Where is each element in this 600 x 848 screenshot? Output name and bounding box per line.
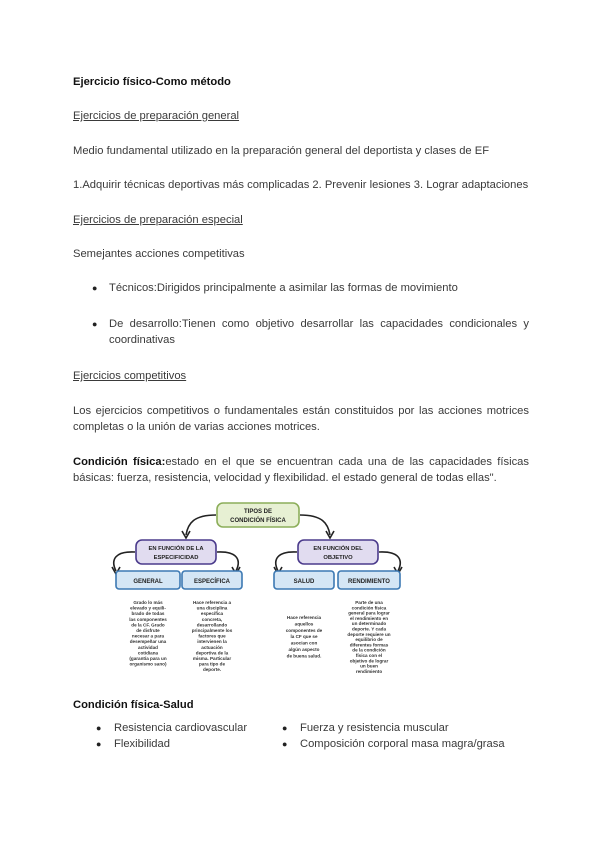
diagram-desc-line: la CF que se [290,634,318,640]
section-heading-competitivos: Ejercicios competitivos [73,370,187,382]
section-heading-especial: Ejercicios de preparación especial [73,214,243,226]
bullet-icon: ● [282,723,288,733]
diagram-box-rendimiento-label: RENDIMIENTO [348,579,390,585]
diagram-desc-line: desarrollando [196,622,228,628]
bullet-icon: ● [92,319,98,329]
diagram-desc-line: de disfrute [136,628,160,633]
condicion-fisica-diagram [104,499,412,674]
diagram-box-general-label: GENERAL [133,579,163,585]
paragraph: Los ejercicios competitivos o fundamentales están constituidos por las acciones motrices completas o la unión de varias acciones motrices. [73,405,529,433]
diagram-desc-line: objetivo de lograr [349,658,389,664]
diagram-top-label: CONDICIÓN FÍSICA [230,518,286,524]
diagram-desc-line: cotidiana [137,650,159,656]
section-heading-general: Ejercicios de preparación general [73,110,240,122]
bullet-icon: ● [96,739,102,749]
diagram-right-parent-label: OBJETIVO [323,555,353,561]
bullet-icon: ● [92,283,98,293]
list-item: Resistencia cardiovascular [114,722,248,734]
diagram-desc-line: un buen [360,663,378,669]
diagram-desc-line: actuación [201,644,223,650]
condicion-fisica-paragraph [73,454,529,486]
diagram-desc-line: equilibrio de [355,637,383,643]
diagram-left-parent-label: ESPECIFICIDAD [153,555,199,561]
page-title: Ejercicio físico-Como método [73,76,231,88]
condicion-fisica-text: estado en el que se encuentran cada una de las capacidades físicas básicas: fuerza, resistencia, velocidad y flexibilidad. el estado general de todas ellas". [73,456,529,484]
diagram-desc-line: una disciplina [196,605,228,611]
diagram-desc-line: deporte. Y cada [351,626,387,632]
diagram-desc-line: deportiva de la [195,650,229,656]
diagram-desc-line: de la CF. Grado [131,622,165,628]
diagram-desc-line: actividad [138,644,158,650]
diagram-desc-line: necesar a para [131,633,165,639]
diagram-desc-line: específica [200,611,224,617]
diagram-desc-line: Hace referencia [286,615,322,620]
diagram-desc-line: de la condición [352,647,386,653]
list-item: Técnicos:Dirigidos principalmente a asimilar las formas de movimiento [109,282,458,294]
diagram-desc-line: Grado lo más [133,600,163,605]
diagram-desc-line: factores que [198,633,226,639]
diagram-desc-line: Hace referencia a [192,600,232,605]
diagram-desc-line: un determinado [351,621,387,627]
paragraph: Semejantes acciones competitivas [73,248,245,260]
list-item: De desarrollo:Tienen como objetivo desarrollar las capacidades condicionales y coordinativas [109,318,529,346]
diagram-desc-general [129,600,167,667]
diagram-desc-line: condición física [351,605,387,611]
diagram-desc-line: Parte de una [355,600,383,605]
diagram-desc-line: para tipo de [198,661,226,667]
diagram-desc-line: concreta, [201,616,223,622]
diagram-desc-line: general para lograr [348,610,390,616]
diagram-desc-line: misma. Particular [192,656,232,661]
diagram-desc-line: física con el [355,653,383,658]
diagram-desc-line: algún aspecto [288,647,320,652]
diagram-desc-line: deporte requiere un [347,631,391,637]
diagram-desc-line: (garantía para un [129,656,167,661]
diagram-box-salud-label: SALUD [293,579,315,585]
diagram-desc-line: principalmente los [191,628,233,633]
diagram-desc-line: asocian con [290,640,318,646]
diagram-desc-line: organismo sano) [129,661,167,667]
diagram-right-parent-label: EN FUNCIÓN DEL [313,546,363,552]
diagram-desc-line: componentes de [285,627,323,633]
diagram-top-label: TIPOS DE [243,509,273,515]
diagram-desc-line: el rendimiento en [349,615,389,621]
list-item: Fuerza y resistencia muscular [300,722,449,734]
bullet-icon: ● [96,723,102,733]
bullet-icon: ● [282,739,288,749]
paragraph: Medio fundamental utilizado en la preparación general del deportista y clases de EF [73,145,490,157]
diagram-desc-line: aquellos [294,621,314,627]
diagram-desc-line: brado de todas [131,611,165,617]
list-item: Composición corporal masa magra/grasa [300,738,505,750]
section-heading-salud: Condición física-Salud [73,699,194,711]
condicion-fisica-label: Condición física: [73,456,166,468]
diagram-left-parent-label: EN FUNCIÓN DE LA [148,546,204,552]
diagram-desc-line: elevado y equili- [130,605,166,611]
diagram-desc-line: de buena salud. [286,653,322,659]
diagram-desc-line: deporte. [202,667,222,673]
diagram-desc-line: rendimiento [355,668,383,674]
list-item: Flexibilidad [114,738,170,750]
diagram-desc-line: intervienen la [197,639,227,645]
paragraph: 1.Adquirir técnicas deportivas más complicadas 2. Prevenir lesiones 3. Lograr adaptaciones [73,179,529,191]
diagram-desc-line: las componentes [129,616,167,622]
diagram-desc-line: diferentes formas [349,642,389,648]
diagram-box-especifica-label: ESPECÍFICA [193,579,231,585]
diagram-desc-line: desempeñar una [129,639,167,645]
